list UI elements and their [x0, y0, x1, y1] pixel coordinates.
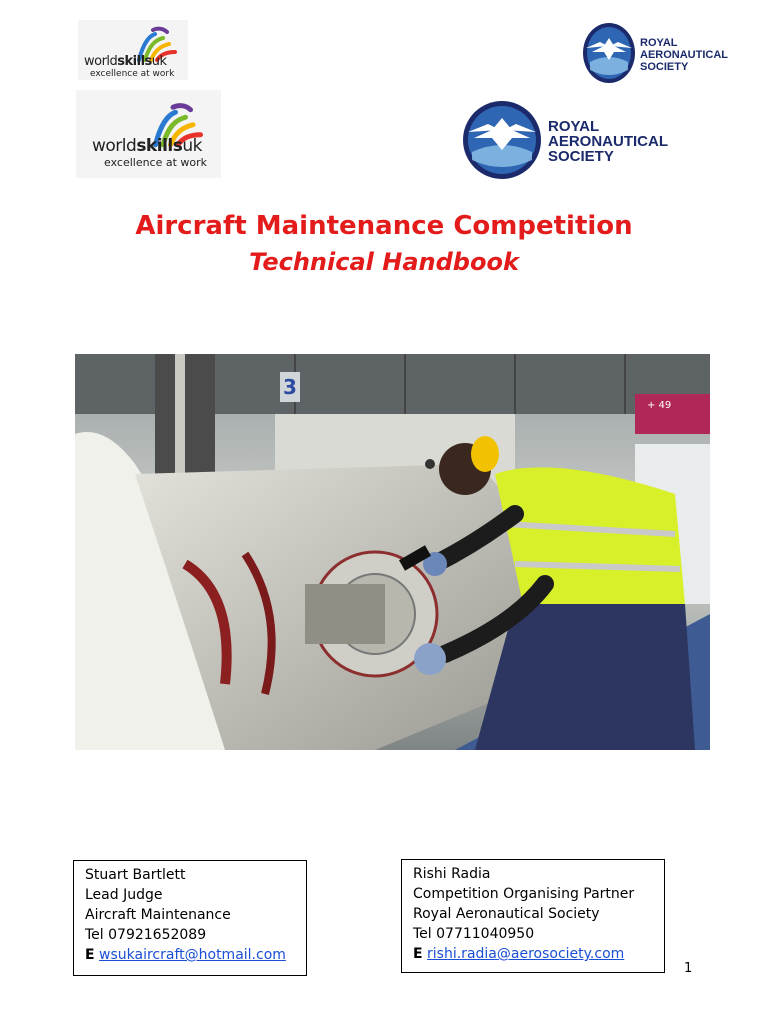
document-subtitle: Technical Handbook	[249, 248, 519, 276]
bay-number: 3	[283, 375, 297, 399]
page-number: 1	[684, 961, 693, 976]
worldskills-wordmark: worldskillsuk	[84, 54, 167, 69]
contact-box-organising-partner	[401, 859, 665, 973]
worldskills-tagline: excellence at work	[90, 69, 175, 79]
contact-name: Rishi Radia	[413, 866, 491, 882]
raes-logo-line1: ROYAL	[640, 37, 678, 49]
worldskills-tagline: excellence at work	[104, 156, 208, 169]
raes-logo-large	[462, 100, 692, 180]
raes-logo-line2: AERONAUTICAL	[548, 133, 668, 150]
contact-box-lead-judge	[73, 860, 307, 976]
contact-tel: Tel 07711040950	[413, 926, 535, 942]
raes-logo-line2: AERONAUTICAL	[640, 49, 728, 61]
contact-org: Aircraft Maintenance	[85, 907, 231, 923]
contact-email-link[interactable]: rishi.radia@aerosociety.com	[427, 946, 625, 962]
contact-email-row	[85, 945, 306, 965]
cover-photo	[75, 354, 710, 750]
worldskills-wordmark: worldskillsuk	[92, 136, 202, 156]
email-label: E	[85, 947, 95, 963]
raes-eagle-emblem-icon	[462, 100, 542, 180]
contact-email-link[interactable]: wsukaircraft@hotmail.com	[99, 947, 286, 963]
booth-sign: + 49	[647, 400, 672, 411]
contact-org: Royal Aeronautical Society	[413, 906, 600, 922]
contact-role: Competition Organising Partner	[413, 886, 635, 902]
raes-logo-line3: SOCIETY	[548, 148, 614, 165]
raes-logo-small	[582, 22, 732, 84]
raes-logo-line3: SOCIETY	[640, 61, 689, 73]
worldskills-logo-small	[78, 20, 188, 80]
contact-role: Lead Judge	[85, 887, 163, 903]
contact-name: Stuart Bartlett	[85, 867, 186, 883]
email-label: E	[413, 946, 423, 962]
raes-eagle-emblem-icon	[582, 22, 636, 84]
contact-email-row	[413, 944, 664, 964]
document-title: Aircraft Maintenance Competition	[135, 211, 633, 241]
raes-logo-line1: ROYAL	[548, 118, 600, 135]
worldskills-logo-large	[76, 90, 221, 178]
contact-tel: Tel 07921652089	[85, 927, 207, 943]
